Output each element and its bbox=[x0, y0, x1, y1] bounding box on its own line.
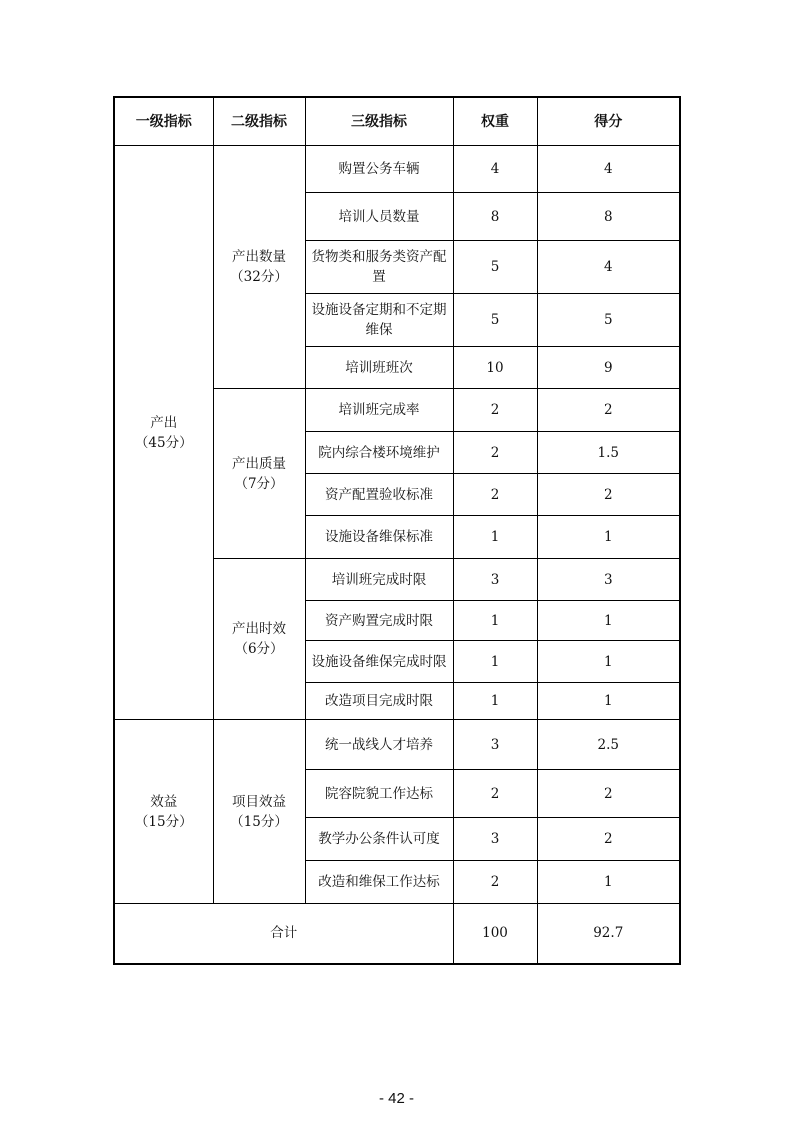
item-cell: 院容院貌工作达标 bbox=[305, 770, 453, 818]
item-cell: 设施设备定期和不定期维保 bbox=[305, 294, 453, 347]
score-cell: 2 bbox=[537, 474, 680, 516]
item-cell: 改造和维保工作达标 bbox=[305, 861, 453, 904]
level2-cell: 产出数量 （32分） bbox=[213, 146, 305, 389]
score-cell: 1 bbox=[537, 601, 680, 641]
weight-cell: 3 bbox=[453, 559, 537, 601]
item-cell: 培训班班次 bbox=[305, 347, 453, 389]
table-row bbox=[114, 146, 680, 193]
weight-cell: 5 bbox=[453, 294, 537, 347]
item-cell: 院内综合楼环境维护 bbox=[305, 432, 453, 474]
score-cell: 9 bbox=[537, 347, 680, 389]
level1-cell: 效益 （15分） bbox=[114, 720, 213, 904]
total-weight: 100 bbox=[453, 904, 537, 964]
weight-cell: 1 bbox=[453, 516, 537, 559]
header-score: 得分 bbox=[537, 97, 680, 146]
header-level3: 三级指标 bbox=[305, 97, 453, 146]
header-weight: 权重 bbox=[453, 97, 537, 146]
score-cell: 1 bbox=[537, 516, 680, 559]
weight-cell: 2 bbox=[453, 770, 537, 818]
table-row bbox=[114, 720, 680, 770]
level2-cell: 项目效益 （15分） bbox=[213, 720, 305, 904]
weight-cell: 3 bbox=[453, 720, 537, 770]
item-cell: 培训班完成率 bbox=[305, 389, 453, 432]
header-level2: 二级指标 bbox=[213, 97, 305, 146]
total-score: 92.7 bbox=[537, 904, 680, 964]
score-cell: 1 bbox=[537, 683, 680, 720]
score-cell: 1 bbox=[537, 641, 680, 683]
item-cell: 培训班完成时限 bbox=[305, 559, 453, 601]
score-cell: 2 bbox=[537, 818, 680, 861]
item-cell: 资产购置完成时限 bbox=[305, 601, 453, 641]
weight-cell: 2 bbox=[453, 389, 537, 432]
level2-cell: 产出时效 （6分） bbox=[213, 559, 305, 720]
score-cell: 1.5 bbox=[537, 432, 680, 474]
level2-cell: 产出质量 （7分） bbox=[213, 389, 305, 559]
score-cell: 2 bbox=[537, 389, 680, 432]
score-cell: 2.5 bbox=[537, 720, 680, 770]
total-row bbox=[114, 904, 680, 964]
weight-cell: 2 bbox=[453, 861, 537, 904]
score-cell: 5 bbox=[537, 294, 680, 347]
item-cell: 改造项目完成时限 bbox=[305, 683, 453, 720]
header-level1: 一级指标 bbox=[114, 97, 213, 146]
total-label: 合计 bbox=[114, 904, 453, 964]
score-cell: 3 bbox=[537, 559, 680, 601]
item-cell: 培训人员数量 bbox=[305, 193, 453, 241]
level1-cell: 产出 （45分） bbox=[114, 146, 213, 720]
item-cell: 设施设备维保完成时限 bbox=[305, 641, 453, 683]
score-cell: 1 bbox=[537, 861, 680, 904]
item-cell: 设施设备维保标准 bbox=[305, 516, 453, 559]
item-cell: 资产配置验收标准 bbox=[305, 474, 453, 516]
weight-cell: 8 bbox=[453, 193, 537, 241]
weight-cell: 10 bbox=[453, 347, 537, 389]
score-cell: 4 bbox=[537, 241, 680, 294]
score-cell: 4 bbox=[537, 146, 680, 193]
score-cell: 2 bbox=[537, 770, 680, 818]
weight-cell: 1 bbox=[453, 601, 537, 641]
weight-cell: 1 bbox=[453, 683, 537, 720]
weight-cell: 2 bbox=[453, 474, 537, 516]
weight-cell: 4 bbox=[453, 146, 537, 193]
weight-cell: 1 bbox=[453, 641, 537, 683]
weight-cell: 5 bbox=[453, 241, 537, 294]
item-cell: 统一战线人才培养 bbox=[305, 720, 453, 770]
score-cell: 8 bbox=[537, 193, 680, 241]
performance-score-table bbox=[113, 96, 681, 965]
weight-cell: 2 bbox=[453, 432, 537, 474]
item-cell: 购置公务车辆 bbox=[305, 146, 453, 193]
weight-cell: 3 bbox=[453, 818, 537, 861]
page-number: - 42 - bbox=[378, 1090, 414, 1107]
header-row bbox=[114, 97, 680, 146]
item-cell: 货物类和服务类资产配置 bbox=[305, 241, 453, 294]
item-cell: 教学办公条件认可度 bbox=[305, 818, 453, 861]
